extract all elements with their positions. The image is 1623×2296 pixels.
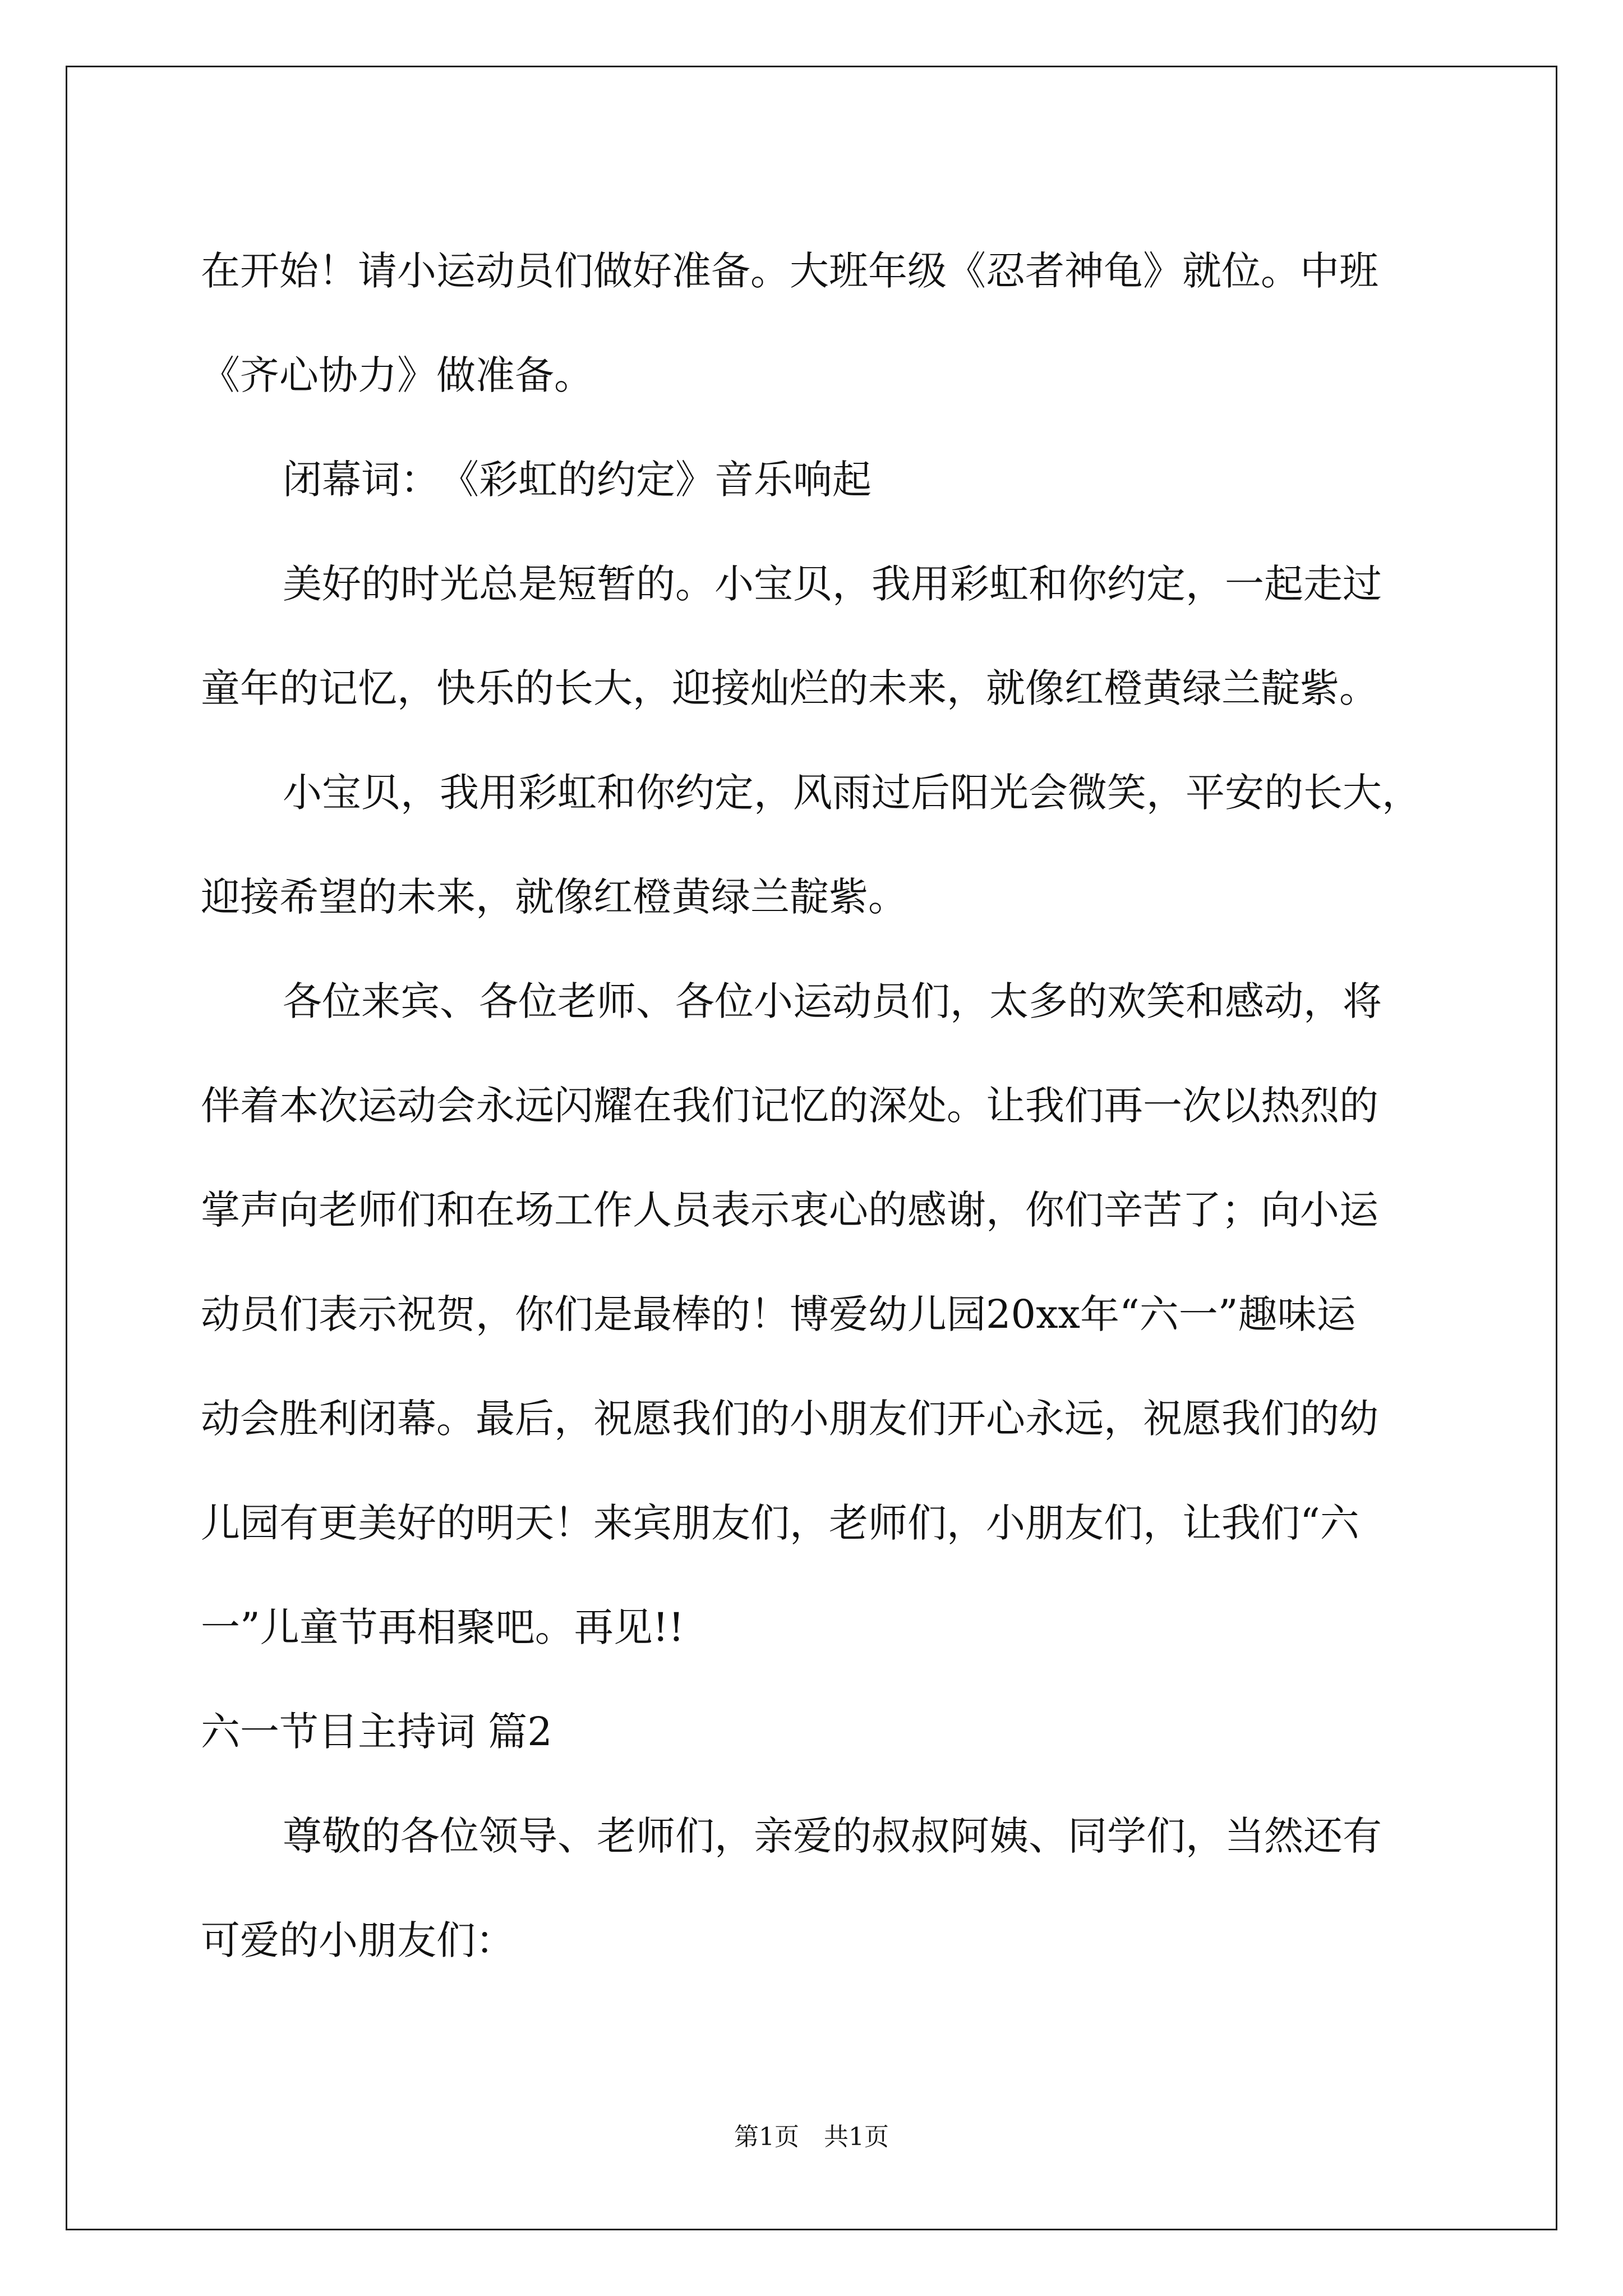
text-line-10: 掌声向老师们和在场工作人员表示衷心的感谢，你们辛苦了；向小运 bbox=[201, 1187, 1378, 1233]
text-line-7: 迎接希望的未来，就像红橙黄绿兰靛紫。 bbox=[201, 874, 907, 920]
text-line-16: 尊敬的各位领导、老师们，亲爱的叔叔阿姨、同学们，当然还有 bbox=[283, 1813, 1382, 1859]
text-line-3: 闭幕词： 《彩虹的约定》音乐响起 bbox=[283, 457, 872, 503]
section-heading: 六一节目主持词 篇2 bbox=[201, 1709, 552, 1755]
text-line-6: 小宝贝，我用彩虹和你约定，风雨过后阳光会微笑，平安的长大， bbox=[283, 770, 1421, 816]
text-line-8: 各位来宾、各位老师、各位小运动员们，太多的欢笑和感动，将 bbox=[283, 978, 1382, 1024]
text-line-12: 动会胜利闭幕。最后，祝愿我们的小朋友们开心永远，祝愿我们的幼 bbox=[201, 1396, 1378, 1442]
text-line-9: 伴着本次运动会永远闪耀在我们记忆的深处。让我们再一次以热烈的 bbox=[201, 1083, 1378, 1129]
text-line-1: 在开始！请小运动员们做好准备。大班年级《忍者神龟》就位。中班 bbox=[201, 248, 1378, 294]
text-line-4: 美好的时光总是短暂的。小宝贝，我用彩虹和你约定，一起走过 bbox=[283, 561, 1382, 607]
text-line-11: 动员们表示祝贺，你们是最棒的！博爱幼儿园20xx年“六一”趣味运 bbox=[201, 1291, 1356, 1337]
text-line-5: 童年的记忆，快乐的长大，迎接灿烂的未来，就像红橙黄绿兰靛紫。 bbox=[201, 665, 1378, 711]
document-body bbox=[201, 219, 1435, 1993]
text-line-2: 《齐心协力》做准备。 bbox=[201, 352, 593, 398]
page-number-footer: 第1页 共1页 bbox=[734, 2123, 889, 2151]
text-line-14: 一”儿童节再相聚吧。再见!! bbox=[201, 1604, 685, 1650]
text-line-17: 可爱的小朋友们： bbox=[201, 1917, 515, 1963]
text-line-13: 儿园有更美好的明天！来宾朋友们，老师们，小朋友们，让我们“六 bbox=[201, 1500, 1359, 1546]
